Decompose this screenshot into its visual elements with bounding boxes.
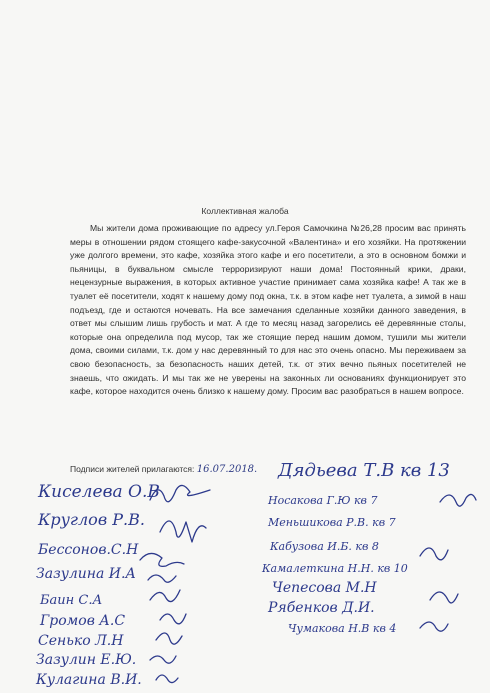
scrawl-right-1 — [440, 494, 476, 506]
signature-left-5: Баин С.А — [40, 593, 103, 608]
scrawl-left-1 — [150, 485, 210, 501]
signature-left-2: Круглов Р.В. — [38, 510, 145, 529]
signature-left-6: Громов А.С — [40, 613, 126, 629]
document-title: Коллективная жалоба — [201, 206, 289, 216]
scrawl-right-3 — [430, 592, 458, 603]
signature-left-4: Зазулина И.А — [36, 566, 137, 582]
signature-left-8: Зазулин Е.Ю. — [36, 652, 137, 668]
signature-left-9: Кулагина В.И. — [36, 672, 142, 688]
scrawl-left-6 — [160, 614, 186, 624]
signatures-intro-label: Подписи жителей прилагаются: — [70, 464, 195, 474]
scrawl-right-4 — [420, 622, 448, 631]
signature-right-8: Чумакова Н.В кв 4 — [288, 622, 397, 635]
signature-left-3: Бессонов.С.Н — [38, 542, 139, 558]
signature-right-2: Носакова Г.Ю кв 7 — [268, 494, 378, 507]
signature-right-4: Кабузова И.Б. кв 8 — [270, 540, 379, 553]
handwritten-date: 16.07.2018. — [196, 464, 258, 475]
signature-left-1: Киселева О.В — [38, 482, 160, 502]
scrawl-right-2 — [420, 548, 448, 560]
scrawl-left-9 — [156, 675, 178, 683]
scrawl-left-4 — [148, 575, 176, 582]
signature-right-3: Меньшикова Р.В. кв 7 — [268, 516, 396, 529]
signature-left-7: Сенько Л.Н — [38, 633, 124, 649]
signature-right-1: Дядьева Т.В кв 13 — [278, 460, 450, 481]
signature-scrawls — [0, 460, 490, 693]
complaint-paragraph: Мы жители дома проживающие по адресу ул.Героя Самочкина №26,28 просим вас принять меры в отношении рядом стоящего кафе-закусочной «Валентина» и его хозяйки. На протяжении уже долгого времени, это кафе, хозяйка этого кафе и его посетители, а это в основном бомжи и пьяницы, в буквальном смысле терроризируют наши дома! Постоянный крики, драки, нецензурные выражения, в которых активное участие принимает сама хозяйка кафе! А так же в туалет её посетители, ходят к нашему дому под окна, т.к. в этом кафе нет туалета, а зимой в наш подъезд, где и остаются ночевать. На все замечания сделанные хозяйки данного заведения, в ответ мы слышим лишь грубость и мат. А где то месяц назад загорелись её деревянные столы, которые она определила под мусор, так же стоящие перед нашим домом, тушили мы жители дома, своими силами, т.к. дом у нас деревянный то для нас это очень опасно. Мы переживаем за свою безопасность, за безопасность наших детей, т.к. от этих вечно пьяных посетителей не знаешь, что ожидать. И мы так же не уверены на законных ли основаниях функционирует это кафе, которое находится очень близко к нашему дому. Просим вас разобраться в нашем вопросе. — [70, 223, 466, 397]
signature-right-5: Камалеткина Н.Н. кв 10 — [262, 562, 408, 575]
complaint-body — [70, 222, 466, 399]
signature-right-7: Рябенков Д.И. — [268, 600, 375, 616]
scrawl-left-2 — [160, 521, 206, 542]
signature-right-6: Чепесова М.Н — [272, 580, 377, 596]
scrawl-left-7 — [156, 633, 182, 644]
scrawl-left-8 — [150, 656, 176, 663]
scrawl-left-5 — [150, 590, 180, 602]
scrawl-left-3 — [140, 553, 184, 566]
